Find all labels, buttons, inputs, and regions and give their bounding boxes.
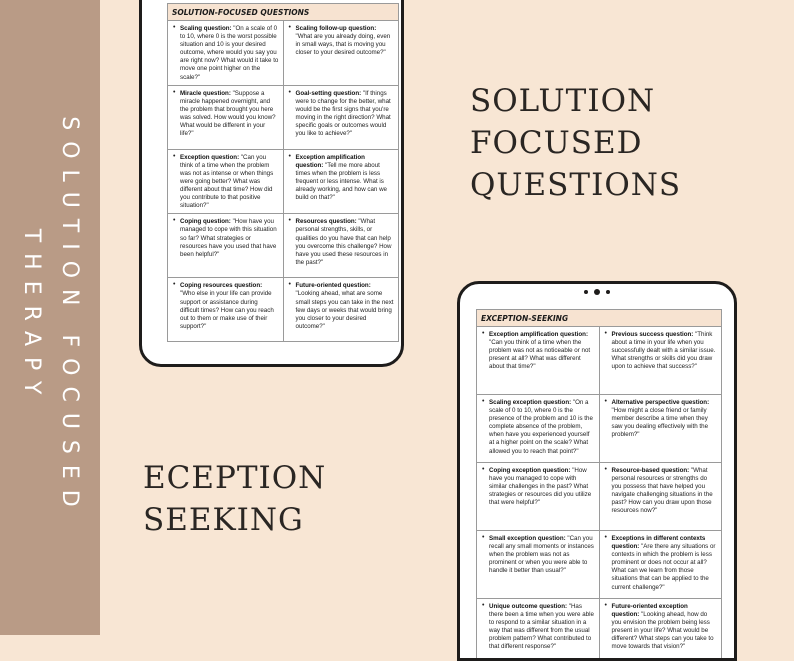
question-cell [599, 327, 722, 395]
question-text: "Can you think of a time when the problem was not as intense or when things were going better? What was different about that time? How did you contribute to that positive situation?" [180, 154, 273, 210]
table-row [477, 463, 722, 531]
headline-exception-seeking [143, 457, 326, 541]
question-text: "What personal resources or strengths do you possess that have helped you navigate challenging situations in the past? How can you draw upon those resources now?" [612, 467, 713, 514]
question-term: Future-oriented exception question: [612, 603, 688, 618]
question-cell [168, 85, 284, 149]
question-term: Resource-based question: [612, 467, 690, 474]
question-cell [477, 395, 600, 463]
question-cell [477, 599, 600, 661]
table-row [477, 599, 722, 661]
question-term: Scaling exception question: [489, 399, 571, 406]
question-term: Scaling question: [180, 25, 232, 32]
question-cell [168, 21, 284, 86]
table-row [168, 214, 399, 278]
question-term: Exceptions in different contexts question: [612, 535, 706, 550]
question-text: "If things were to change for the better, what would be the first signs that you're moving in the right direction? What specific goals or outcomes would you like to achieve?" [296, 90, 391, 137]
question-cell [283, 214, 399, 278]
question-cell [168, 149, 284, 214]
question-cell [599, 599, 722, 661]
question-text: "What are you already doing, even in small ways, that is moving you closer to your desired outcome?" [296, 33, 391, 56]
headline-2-line-2: SEEKING [143, 499, 326, 541]
camera-icon [584, 289, 610, 295]
question-cell [283, 149, 399, 214]
table-header: EXCEPTION-SEEKING [477, 310, 722, 327]
exception-seeking-table [476, 309, 722, 661]
side-title-line-2: THERAPY [12, 116, 50, 517]
question-text: "Looking ahead, how do you envision the problem being less present in your life? What would be different? What steps can you take to move towards that vision?" [612, 611, 714, 650]
question-term: Coping exception question: [489, 467, 570, 474]
question-term: Scaling follow-up question: [296, 25, 377, 32]
question-cell [477, 463, 600, 531]
question-term: Previous success question: [612, 331, 694, 338]
headline-1-line-3: QUESTIONS [470, 164, 681, 206]
question-text: "How have you managed to cope with similar challenges in the past? What strategies or resources did you utilize that were helpful?" [489, 467, 591, 506]
question-cell [168, 214, 284, 278]
question-term: Small exception question: [489, 535, 566, 542]
table-row [477, 327, 722, 395]
question-term: Goal-setting question: [296, 90, 362, 97]
tablet-exception-seeking [457, 281, 737, 661]
table-row [477, 531, 722, 599]
question-cell [477, 531, 600, 599]
question-term: Resources question: [296, 218, 357, 225]
table-row [168, 21, 399, 86]
headline-2-line-1: ECEPTION [143, 457, 326, 499]
question-text: "Suppose a miracle happened overnight, and the problem that brought you here was solved. How would you know? What would be different in your life?" [180, 90, 276, 137]
headline-1-line-2: FOCUSED [470, 122, 681, 164]
table-row [168, 278, 399, 342]
question-text: "What personal strengths, skills, or qualities do you have that can help you overcome this challenge? How have you used these resources in the past?" [296, 218, 392, 265]
headline-solution-focused-questions [470, 80, 681, 206]
question-text: "How might a close friend or family member describe a time when they saw you dealing effectively with the problem?" [612, 407, 709, 438]
question-text: "Tell me more about times when the problem is less frequent or less intense. What is already working, and how can we build on that?" [296, 162, 388, 201]
tablet-solution-focused [139, 0, 404, 367]
question-term: Exception question: [180, 154, 239, 161]
question-term: Alternative perspective question: [612, 399, 710, 406]
question-text: "Can you recall any small moments or instances when the problem was not as prominent or when you were able to handle it better than usual?" [489, 535, 594, 574]
question-cell [168, 278, 284, 342]
headline-1-line-1: SOLUTION [470, 80, 681, 122]
side-title [12, 116, 88, 517]
question-text: "Who else in your life can provide support or assistance during difficult times? How can you reach out to them or make use of their support?" [180, 290, 274, 329]
question-term: Miracle question: [180, 90, 231, 97]
table-row [477, 395, 722, 463]
question-text: "How have you managed to cope with this situation so far? What strategies or resources have you used that have been helpful?" [180, 218, 277, 257]
table-row [168, 149, 399, 214]
question-term: Exception amplification question: [296, 154, 365, 169]
table-header: SOLUTION-FOCUSED QUESTIONS [168, 4, 399, 21]
question-cell [599, 395, 722, 463]
question-term: Future-oriented question: [296, 282, 371, 289]
question-text: "Think about a time in your life when you successfully dealt with a similar issue. What strengths or skills did you draw upon to achieve that success?" [612, 331, 716, 370]
question-cell [283, 85, 399, 149]
question-cell [283, 21, 399, 86]
side-title-line-1: SOLUTION FOCUSED [50, 116, 88, 517]
question-text: "Looking ahead, what are some small steps you can take in the next few days or weeks that would bring you closer to your desired outcome?" [296, 290, 394, 329]
question-text: "Has there been a time when you were able to respond to a similar situation in a way that was different from the usual problem pattern? What contributed to that different response?" [489, 603, 594, 650]
question-text: "Are there any situations or contexts in which the problem is less prominent or does not occur at all? What can we learn from those situations that can be applied to the current challenge?" [612, 543, 716, 590]
question-term: Coping resources question: [180, 282, 262, 289]
question-cell [477, 327, 600, 395]
table-row [168, 85, 399, 149]
question-term: Exception amplification question: [489, 331, 588, 338]
question-text: "On a scale of 0 to 10, where 0 is the presence of the problem and 10 is the complete absence of the problem, when have you experienced yourself at a higher point on the scale? What allowed you to reach that point?" [489, 399, 593, 455]
question-term: Coping question: [180, 218, 231, 225]
solution-focused-table [167, 3, 399, 342]
question-cell [283, 278, 399, 342]
question-cell [599, 463, 722, 531]
question-cell [599, 531, 722, 599]
question-term: Unique outcome question: [489, 603, 567, 610]
question-text: "Can you think of a time when the problem was not as noticeable or not present at all? What was different about that time?" [489, 339, 590, 370]
question-text: "On a scale of 0 to 10, where 0 is the worst possible situation and 10 is your desired outcome, where would you say you are right now? What would it take to move one point higher on the scale?" [180, 25, 278, 81]
